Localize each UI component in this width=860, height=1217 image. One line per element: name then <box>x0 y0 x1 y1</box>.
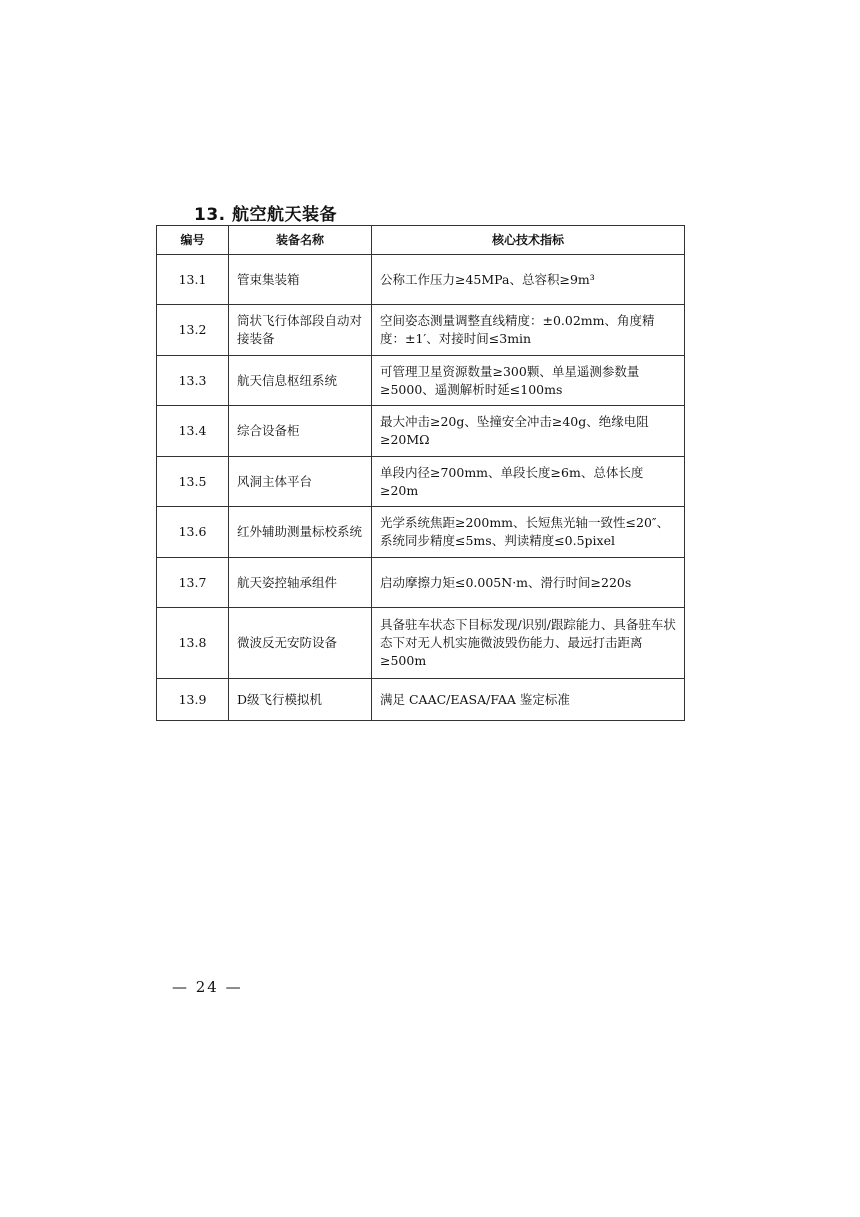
row-core-specs: 空间姿态测量调整直线精度：±0.02mm、角度精度：±1′、对接时间≤3min <box>372 305 685 356</box>
row-core-specs: 启动摩擦力矩≤0.005N·m、滑行时间≥220s <box>372 558 685 608</box>
table-row <box>157 305 685 356</box>
table-row <box>157 679 685 721</box>
equipment-table <box>156 225 685 721</box>
row-number: 13.7 <box>157 558 229 608</box>
row-equipment-name: 航天信息枢纽系统 <box>229 356 372 406</box>
row-number: 13.8 <box>157 608 229 679</box>
table-row <box>157 406 685 457</box>
row-core-specs: 光学系统焦距≥200mm、长短焦光轴一致性≤20″、系统同步精度≤5ms、判读精度≤0.5pixel <box>372 507 685 558</box>
row-equipment-name: 红外辅助测量标校系统 <box>229 507 372 558</box>
row-equipment-name: 筒状飞行体部段自动对接装备 <box>229 305 372 356</box>
row-core-specs: 单段内径≥700mm、单段长度≥6m、总体长度≥20m <box>372 457 685 507</box>
table-row <box>157 255 685 305</box>
table-row <box>157 507 685 558</box>
table-header-row <box>157 226 685 255</box>
header-number: 编号 <box>157 226 229 255</box>
row-equipment-name: 航天姿控轴承组件 <box>229 558 372 608</box>
row-core-specs: 具备驻车状态下目标发现/识别/跟踪能力、具备驻车状态下对无人机实施微波毁伤能力、最远打击距离≥500m <box>372 608 685 679</box>
row-equipment-name: 综合设备柜 <box>229 406 372 457</box>
row-number: 13.9 <box>157 679 229 721</box>
row-equipment-name: 风洞主体平台 <box>229 457 372 507</box>
row-equipment-name: 管束集装箱 <box>229 255 372 305</box>
row-number: 13.2 <box>157 305 229 356</box>
row-equipment-name: D级飞行模拟机 <box>229 679 372 721</box>
row-core-specs: 可管理卫星资源数量≥300颗、单星遥测参数量≥5000、遥测解析时延≤100ms <box>372 356 685 406</box>
row-number: 13.6 <box>157 507 229 558</box>
table-row <box>157 608 685 679</box>
section-title: 13. 航空航天装备 <box>194 205 338 225</box>
table-row <box>157 558 685 608</box>
page-number: — 24 — <box>172 978 243 996</box>
row-core-specs: 最大冲击≥20g、坠撞安全冲击≥40g、绝缘电阻≥20MΩ <box>372 406 685 457</box>
row-number: 13.3 <box>157 356 229 406</box>
header-core-specs: 核心技术指标 <box>372 226 685 255</box>
row-number: 13.4 <box>157 406 229 457</box>
row-number: 13.1 <box>157 255 229 305</box>
row-number: 13.5 <box>157 457 229 507</box>
header-equipment-name: 装备名称 <box>229 226 372 255</box>
row-core-specs: 公称工作压力≥45MPa、总容积≥9m³ <box>372 255 685 305</box>
table-row <box>157 457 685 507</box>
table-row <box>157 356 685 406</box>
row-equipment-name: 微波反无安防设备 <box>229 608 372 679</box>
row-core-specs: 满足 CAAC/EASA/FAA 鉴定标准 <box>372 679 685 721</box>
